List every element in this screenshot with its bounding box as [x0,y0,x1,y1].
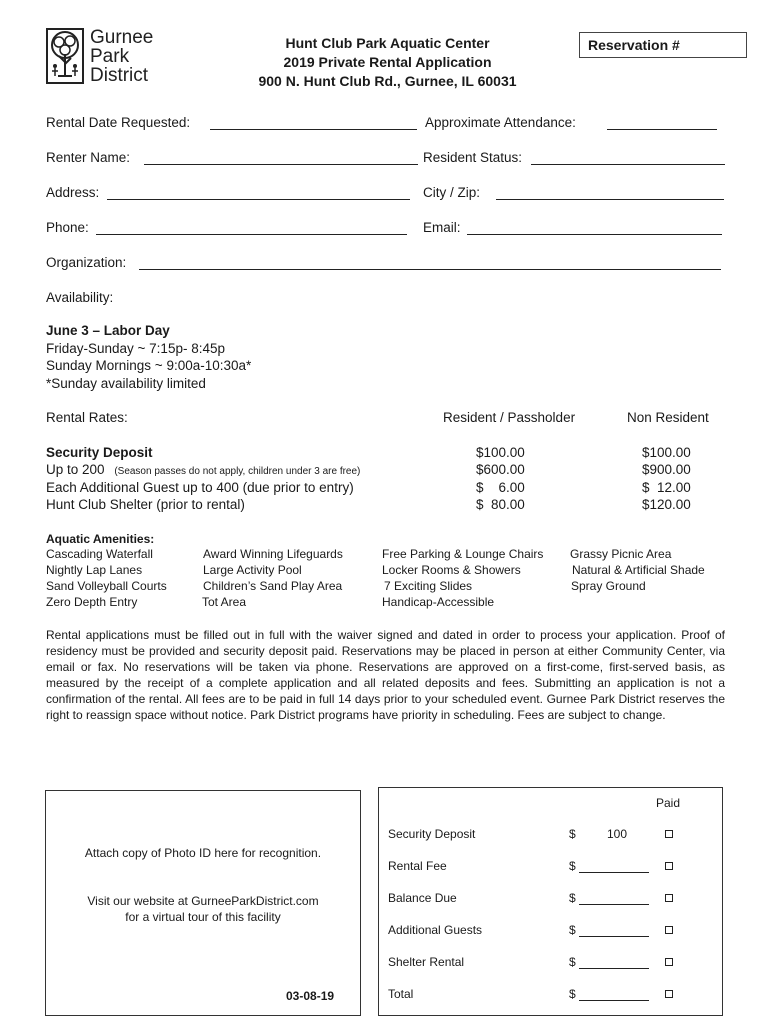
tree-logo-icon [46,28,84,84]
rate-name [46,462,360,477]
fee-amount-field[interactable] [579,872,649,873]
resident-status-label: Resident Status: [423,150,523,165]
email-field[interactable] [467,234,722,235]
amenity-item: 7 Exciting Slides [384,579,473,593]
fee-row [379,923,722,941]
address-field[interactable] [107,199,410,200]
fee-label: Balance Due [388,891,457,905]
rate-nonresident: $120.00 [642,497,691,512]
paid-checkbox[interactable] [665,862,673,870]
fee-amount-field[interactable] [579,936,649,937]
amenity-item: Large Activity Pool [203,563,302,577]
amenity-item: Zero Depth Entry [46,595,138,609]
rate-name: Security Deposit [46,445,153,460]
organization-field[interactable] [139,269,721,270]
logo-word-gurnee: Gurnee [90,27,154,48]
paid-column-header: Paid [656,796,681,810]
policy-paragraph: Rental applications must be filled out in full with the waiver signed and dated in order to process your application. Proof of residency must be provided and security deposit paid. Reservations may be placed in person at either Community Center, via email or fax. No reservations will be taken via phone. Reservations are approved on a first-come, first-served basis, as measured by the receipt of a complete application and all related deposits and fees. Submitting an application is not a confirmation of the rental. All fees are to be paid in full 14 days prior to your scheduled event. Gurnee Park District reserves the right to reassign space without notice. Park District programs have priority in scheduling. Fees are subject to change. [46,628,725,722]
address-label: Address: [46,185,100,200]
rental-date-field[interactable] [210,129,417,130]
city-zip-field[interactable] [496,199,724,200]
fee-row [379,859,722,877]
header-subtitle: 2019 Private Rental Application [283,54,492,70]
paid-checkbox[interactable] [665,830,673,838]
rate-name: Hunt Club Shelter (prior to rental) [46,497,245,512]
availability-label: Availability: [46,290,114,305]
header-address: 900 N. Hunt Club Rd., Gurnee, IL 60031 [258,73,517,89]
nonresident-column-header: Non Resident [627,410,709,425]
amenity-item: Award Winning Lifeguards [203,547,343,561]
renter-name-field[interactable] [144,164,418,165]
rate-resident: $600.00 [476,462,525,477]
amenity-item: Children’s Sand Play Area [203,579,343,593]
availability-line: Friday-Sunday ~ 7:15p- 8:45p [46,341,225,356]
page-header [200,34,575,91]
availability-heading: June 3 – Labor Day [46,323,170,338]
fee-amount-field[interactable] [579,904,649,905]
fee-dollar-sign: $ [569,891,576,905]
phone-field[interactable] [96,234,407,235]
fee-dollar-sign: $ [569,827,576,841]
logo-word-park: Park [90,46,130,67]
amenity-item: Natural & Artificial Shade [572,563,705,577]
availability-note: *Sunday availability limited [46,376,206,391]
fee-label: Total [388,987,414,1001]
fee-label: Rental Fee [388,859,447,873]
fee-dollar-sign: $ [569,987,576,1001]
rate-nonresident: $ 12.00 [642,480,691,495]
logo [46,28,176,86]
fee-amount-field[interactable] [579,968,649,969]
paid-checkbox[interactable] [665,926,673,934]
rate-resident: $100.00 [476,445,525,460]
availability-line: Sunday Mornings ~ 9:00a-10:30a* [46,358,252,373]
photo-id-box [45,790,361,1016]
fees-box [378,787,723,1016]
virtual-tour-text: for a virtual tour of this facility [125,910,281,924]
fee-row [379,891,722,909]
rental-date-label: Rental Date Requested: [46,115,191,130]
fee-label: Security Deposit [388,827,476,841]
renter-name-label: Renter Name: [46,150,131,165]
organization-label: Organization: [46,255,127,270]
email-label: Email: [423,220,461,235]
revision-date: 03-08-19 [286,989,335,1003]
logo-word-district: District [90,65,149,86]
amenity-item: Sand Volleyball Courts [46,579,167,593]
amenity-item: Cascading Waterfall [46,547,153,561]
resident-column-header: Resident / Passholder [443,410,576,425]
reservation-number-box[interactable] [579,32,747,58]
attendance-label: Approximate Attendance: [425,115,576,130]
paid-checkbox[interactable] [665,990,673,998]
phone-label: Phone: [46,220,89,235]
fee-row [379,955,722,973]
paid-checkbox[interactable] [665,894,673,902]
fee-label: Shelter Rental [388,955,465,969]
rate-nonresident: $100.00 [642,445,691,460]
amenity-item: Handicap-Accessible [382,595,495,609]
rate-nonresident: $900.00 [642,462,691,477]
amenity-item: Grassy Picnic Area [570,547,672,561]
amenities-heading: Aquatic Amenities: [46,532,155,546]
attach-photo-text: Attach copy of Photo ID here for recognition. [84,846,322,860]
rate-name-text: Up to 200 [46,462,105,477]
fee-dollar-sign: $ [569,955,576,969]
fee-amount-field[interactable] [579,1000,649,1001]
attendance-field[interactable] [607,129,717,130]
amenity-item: Spray Ground [571,579,646,593]
reservation-label: Reservation # [588,37,680,53]
rate-note: (Season passes do not apply, children under 3 are free) [114,466,361,477]
city-zip-label: City / Zip: [423,185,481,200]
amenity-item: Tot Area [202,595,247,609]
fee-row [379,987,722,1005]
rate-name: Each Additional Guest up to 400 (due prior to entry) [46,480,354,495]
rate-resident: $ 6.00 [476,480,525,495]
paid-checkbox[interactable] [665,958,673,966]
header-title: Hunt Club Park Aquatic Center [285,35,490,51]
rental-rates-label: Rental Rates: [46,410,128,425]
amenity-item: Free Parking & Lounge Chairs [382,547,544,561]
fee-row [379,827,722,845]
fee-dollar-sign: $ [569,923,576,937]
fee-amount[interactable]: 100 [607,827,628,841]
amenity-item: Locker Rooms & Showers [382,563,521,577]
fee-dollar-sign: $ [569,859,576,873]
website-text: Visit our website at GurneeParkDistrict.com [87,894,319,908]
amenity-item: Nightly Lap Lanes [46,563,143,577]
fee-label: Additional Guests [388,923,483,937]
rate-resident: $ 80.00 [476,497,525,512]
resident-status-field[interactable] [531,164,725,165]
